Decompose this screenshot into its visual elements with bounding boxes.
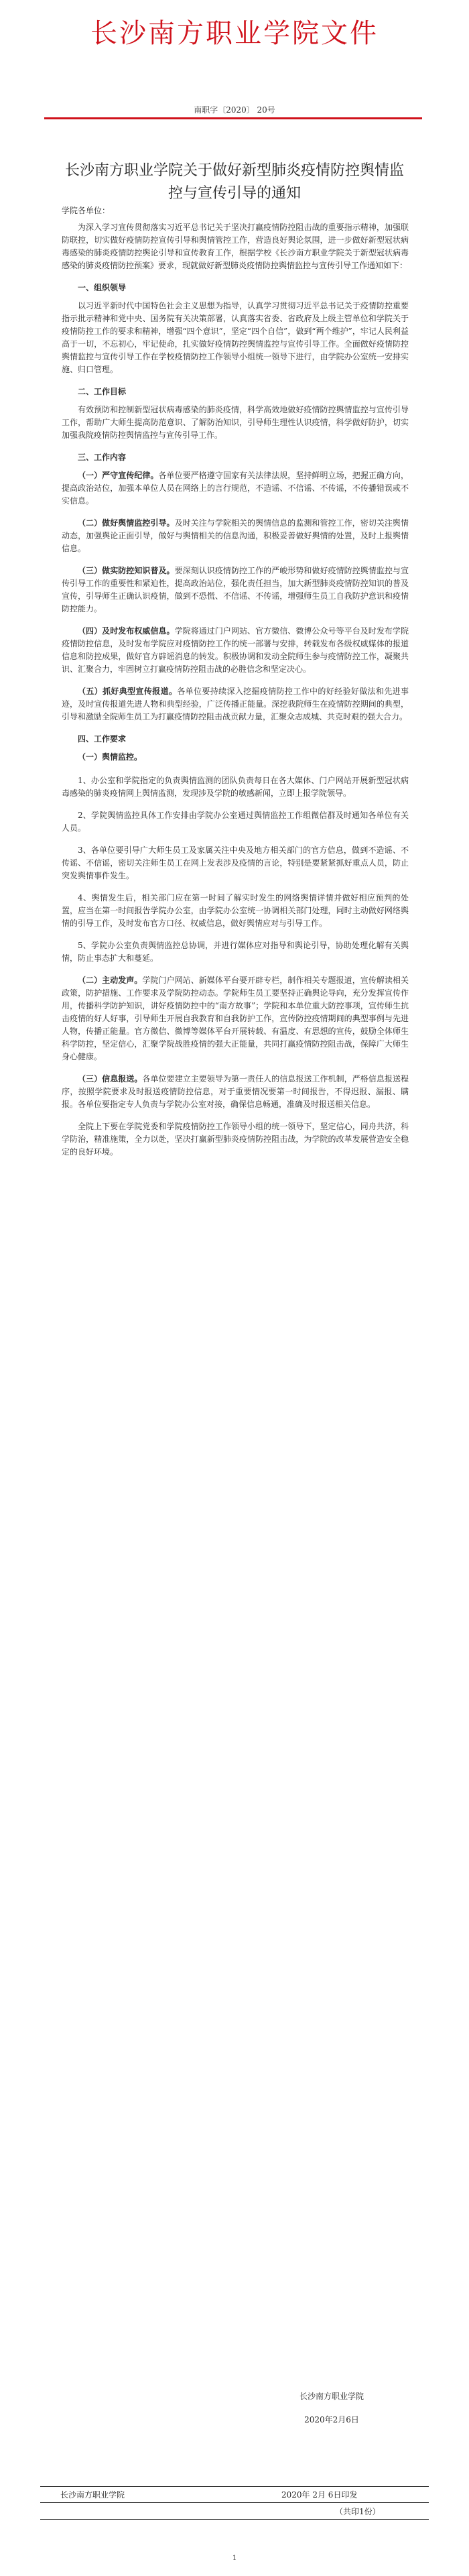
requirement-info-reporting-lead: （三）信息报送。 <box>78 1074 143 1084</box>
footer-divider-middle <box>40 2502 429 2503</box>
section-heading-goals: 二、工作目标 <box>78 387 127 396</box>
monitoring-item: 1、办公室和学院指定的负责舆情监测的团队负责每日在各大媒体、门户网站开展新型冠状病毒感染的肺炎疫情网上舆情监测，发现涉及学院的敏感新闻，立即上报学院领导。 <box>62 776 409 798</box>
monitoring-item: 3、各单位要引导广大师生员工及家属关注中央及地方相关部门的官方信息，做到不造谣、不传谣、不信谣，密切关注师生员工在网上发表涉及疫情的言论，特别是要紧紧抓好重点人员，防止突发舆情事件发生。 <box>62 845 409 880</box>
notice-title: 长沙南方职业学院关于做好新型肺炎疫情防控舆情监控与宣传引导的通知 <box>64 162 404 202</box>
content-item-3 <box>62 565 409 616</box>
monitoring-item: 2、学院舆情监控具体工作安排由学院办公室通过舆情监控工作组微信群及时通知各单位有关人员。 <box>62 811 409 833</box>
requirement-proactive-voice-lead: （二）主动发声。 <box>78 976 143 985</box>
notice-body <box>62 204 409 1168</box>
section-goals-text: 有效预防和控制新型冠状病毒感染的肺炎疫情，科学高效地做好疫情防控舆情监控与宣传引导工作，帮助广大师生提高防范意识、了解防治知识，引导师生理性认识疫情，科学做好防护，切实加强我院疫情防控舆情监控与宣传引导工作。 <box>62 405 409 440</box>
requirement-info-reporting-text: 各单位要建立主要领导为第一责任人的信息报送工作机制，严格信息报送程序，按照学院要求及时报送疫情防控信息，对于重要情况要第一时间报告，不得迟报、漏报、瞒报。各单位要指定专人负责与学院办公室对接，确保信息畅通，准确及时报送相关信息。 <box>62 1074 409 1109</box>
requirement-proactive-voice-text: 学院门户网站、新媒体平台要开辟专栏，制作相关专题报道，宣传解读相关政策，防护措施、工作要求及学院防控动态。学院师生员工要坚持正确舆论导向，充分发挥宣传作用，传播科学防护知识，讲好疫情防控中的“南方故事”；学院和本单位重大防控事项，宣传师生抗击疫情的好人好事，引导师生开展自我教育和自我防护工作，宣传防控疫情期间的典型事例与先进人物，传播正能量。官方微信、微博等媒体平台开展转载、有温度、有思想的宣传，鼓励全体师生科学防控，坚定信心，汇聚学院战胜疫情的强大正能量，共同打赢疫情防控阻击战，保障广大师生身心健康。 <box>62 976 409 1061</box>
content-item-1-text: 各单位要严格遵守国家有关法律法规，坚持鲜明立场，把握正确方向，提高政治站位，加强本单位人员在网络上的言行规范，不造谣、不信谣、不传谣，不传播错误或不实信息。 <box>62 471 409 506</box>
org-document-title: 长沙南方职业学院文件 <box>90 18 379 49</box>
signature-date: 2020年2月6日 <box>304 2415 359 2424</box>
document-number: 南职字〔2020〕 20号 <box>194 105 275 115</box>
page-number: 1 <box>232 2555 237 2562</box>
requirement-proactive-voice <box>62 974 409 1063</box>
footer-divider-top <box>40 2486 429 2487</box>
monitoring-item: 5、学院办公室负责舆情监控总协调，并进行媒体应对指导和舆论引导，协助处理化解有关舆情，防止事态扩大和蔓延。 <box>62 941 409 963</box>
document-header <box>0 0 469 115</box>
monitoring-item: 4、舆情发生后，相关部门应在第一时间了解实时发生的网络舆情详情并做好相应预判的处置，应当在第一时间报告学院办公室，由学院办公室统一协调相关部门处理，同时主动做好网络舆情的引导工作，及时发布官方口径、权威信息，做好舆情应对与引导工作。 <box>62 893 409 928</box>
requirement-info-reporting <box>62 1073 409 1111</box>
content-item-5-text: 各单位要持续深入挖掘疫情防控工作中的好经验好做法和先进事迹，及时宣传报道先进人物和典型经验，广泛传播正能量。深挖我院师生在疫情防控期间的典型，引导和激励全院师生员工为打赢疫情防控阻击战贡献力量，汇聚众志成城、共克时艰的强大合力。 <box>62 687 409 721</box>
content-item-2-lead: （二）做好舆情监控引导。 <box>78 518 175 528</box>
content-item-3-text: 要深刻认识疫情防控工作的严峻形势和做好疫情防控舆情监控与宣传引导工作的重要性和紧迫性，提高政治站位，强化责任担当，加大新型肺炎疫情防控知识的普及宣传，引导师生正确认识疫情，做到不恐慌、不信谣、不传谣，增强师生员工自我防护意识和疫情防控能力。 <box>62 566 409 613</box>
content-item-5 <box>62 685 409 723</box>
signature-organization: 长沙南方职业学院 <box>299 2392 364 2401</box>
section-heading-requirements: 四、工作要求 <box>78 734 127 744</box>
content-item-4-text: 学院将通过门户网站、官方微信、微博公众号等平台及时发布学院疫情防控信息，及时发布学院应对疫情防控工作的统一部署与安排，转载发布各级权威媒体的报道信息和防控成果，做好官方辟谣消息的转发。积极协调和发动全院师生参与疫情防控工作，凝聚共识、汇聚合力，牢固树立打赢疫情防控阻击战的必胜信念和坚定决心。 <box>62 626 409 674</box>
content-item-3-lead: （三）做实防控知识普及。 <box>78 566 175 575</box>
footer-divider-bottom <box>40 2519 429 2520</box>
content-item-4 <box>62 625 409 676</box>
footer-copies: （共印1份） <box>335 2507 381 2516</box>
intro-paragraph: 为深入学习宣传贯彻落实习近平总书记关于坚决打赢疫情防控阻击战的重要指示精神，加强联防联控，切实做好疫情防控宣传引导和舆情管控工作，营造良好舆论氛围，进一步做好新型冠状病毒感染的肺炎疫情防控舆论引导和宣传教育工作，根据学校《长沙南方职业学院关于新型冠状病毒感染的肺炎疫情防控预案》要求，现就做好新型肺炎疫情防控舆情监控与宣传引导工作通知如下： <box>62 223 409 270</box>
content-item-2-text: 及时关注与学院相关的舆情信息的监测和管控工作，密切关注舆情动态，加强舆论正面引导，做好与舆情相关的信息沟通，积极妥善做好舆情的处置，及时上报舆情信息。 <box>62 518 409 553</box>
footer-print-date: 2020年 2月 6日印发 <box>281 2490 358 2500</box>
section-organization-text: 以习近平新时代中国特色社会主义思想为指导，认真学习贯彻习近平总书记关于疫情防控重要指示批示精神和党中央、国务院有关决策部署，认真落实省委、省政府及上级主管单位和学院关于疫情防控工作的要求和精神，增强“四个意识”，坚定“四个自信”，做到“两个维护”，牢记人民利益高于一切，不忘初心，牢记使命，扎实做好疫情防控舆情监控与宣传引导工作。全面做好疫情防控舆情监控与宣传引导工作在学校疫情防控工作领导小组统一领导下进行，由学院办公室统一安排实施、归口管理。 <box>62 301 409 374</box>
section-heading-organization: 一、组织领导 <box>78 283 127 292</box>
content-item-5-lead: （五）抓好典型宣传报道。 <box>78 687 178 696</box>
greeting: 学院各单位： <box>62 206 111 215</box>
closing-paragraph: 全院上下要在学院党委和学院疫情防控工作领导小组的统一领导下，坚定信心，同舟共济，科学防治，精准施策，全力以赴，坚决打赢新型肺炎疫情防控阻击战，为学院的改革发展营造安全稳定的良好环境。 <box>62 1122 409 1157</box>
content-item-4-lead: （四）及时发布权威信息。 <box>78 626 175 636</box>
section-heading-content: 三、工作内容 <box>78 453 127 462</box>
content-item-1-lead: （一）严守宣传纪律。 <box>78 471 159 480</box>
footer-issuing-org: 长沙南方职业学院 <box>60 2490 125 2500</box>
requirement-heading-monitoring: （一）舆情监控。 <box>78 752 143 762</box>
content-item-2 <box>62 517 409 555</box>
red-divider-line <box>44 117 422 119</box>
content-item-1 <box>62 469 409 508</box>
